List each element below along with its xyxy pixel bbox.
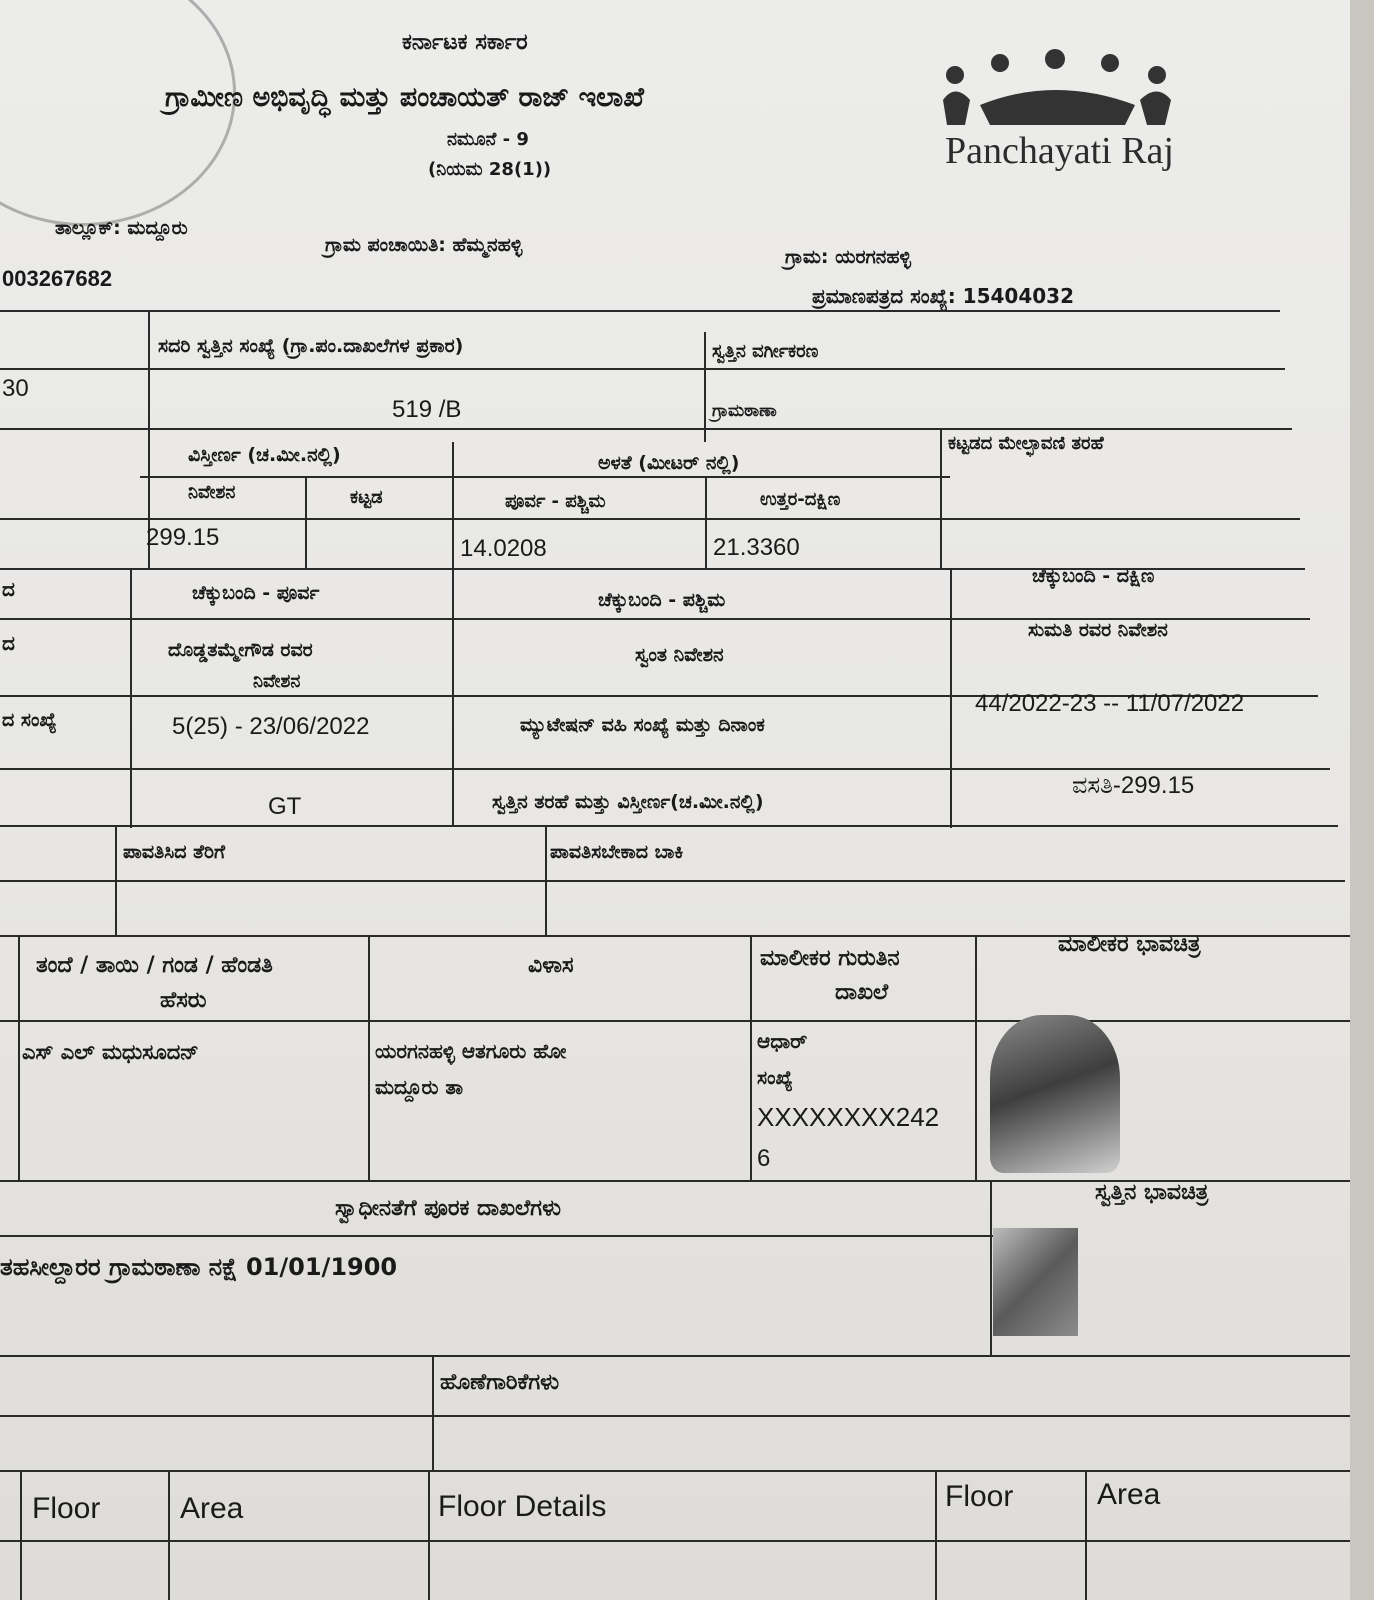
building-label: ಕಟ್ಟಡ [350, 487, 383, 508]
possession-docs-label: ಸ್ವಾಧೀನತೆಗೆ ಪೂರಕ ದಾಖಲೆಗಳು [335, 1196, 562, 1221]
site-area: 299.15 [146, 524, 220, 551]
owner-photo-label: ಮಾಲೀಕರ ಭಾವಚಿತ್ರ [1058, 932, 1201, 957]
id-number-2: 6 [757, 1145, 771, 1172]
certificate-number: ಪ್ರಮಾಣಪತ್ರದ ಸಂಖ್ಯೆ: 15404032 [812, 284, 1074, 308]
page-edge [1350, 0, 1374, 1600]
panchayati-raj-logo-icon [935, 45, 1185, 135]
boundary-west-label: ಚೆಕ್ಕುಬಂದಿ - ಪಶ್ಚಿಮ [598, 589, 726, 611]
id-number-1: XXXXXXXX242 [757, 1102, 940, 1132]
order-number: 5(25) - 23/06/2022 [172, 713, 370, 740]
id-type-2: ಸಂಖ್ಯೆ [757, 1067, 793, 1089]
mutation-value: 44/2022-23 -- 11/07/2022 [975, 690, 1245, 717]
address-label: ವಿಳಾಸ [528, 953, 574, 978]
taluk: ತಾಲ್ಲೂಕ್: ಮದ್ದೂರು [55, 217, 188, 239]
boundary-south-value: ಸುಮತಿ ರವರ ನಿವೇಶನ [1028, 619, 1168, 641]
property-number: 519 /B [392, 396, 462, 423]
father-name-label-1: ತಂದೆ / ತಾಯಿ / ಗಂಡ / ಹೆಂಡತಿ [36, 953, 273, 978]
logo-text: Panchayati Raj [945, 130, 1174, 172]
site-label: ನಿವೇಶನ [188, 482, 236, 503]
left-fragment-1: 30 [2, 375, 29, 402]
property-number-label: ಸದರಿ ಸ್ವತ್ತಿನ ಸಂಖ್ಯೆ (ಗ್ರಾ.ಪಂ.ದಾಖಲೆಗಳ ಪ್ರಕಾರ) [158, 335, 464, 357]
north-south-label: ಉತ್ತರ-ದಕ್ಷಿಣ [760, 489, 841, 510]
id-type-1: ಆಧಾರ್ [757, 1029, 808, 1053]
type-area-value: ವಸತಿ-299.15 [1072, 772, 1195, 799]
area-header-1: Area [180, 1492, 244, 1525]
boundary-east-line1: ದೊಡ್ಡತಮ್ಮೇಗೌಡ ರವರ [168, 639, 313, 661]
village: ಗ್ರಾಮ: ಯರಗನಹಳ್ಳಿ [785, 246, 912, 268]
east-west-label: ಪೂರ್ವ - ಪಶ್ಚಿಮ [505, 491, 606, 512]
mutation-label: ಮ್ಯುಟೇಷನ್ ವಹಿ ಸಂಖ್ಯೆ ಮತ್ತು ದಿನಾಂಕ [520, 714, 765, 736]
north-south-value: 21.3360 [713, 534, 800, 561]
address-line-2: ಮದ್ದೂರು ತಾ [375, 1075, 464, 1099]
roof-type-label: ಕಟ್ಟಡದ ಮೇಲ್ಛಾವಣಿ ತರಹೆ [948, 433, 1104, 454]
owner-photo [990, 1015, 1120, 1173]
boundary-east-label: ಚೆಕ್ಕುಬಂದಿ - ಪೂರ್ವ [192, 582, 320, 604]
dimension-label: ಅಳತೆ (ಮೀಟರ್ ನಲ್ಲಿ) [598, 452, 740, 474]
classification-value: ಗ್ರಾಮಠಾಣಾ [712, 401, 777, 421]
boundary-east-line2: ನಿವೇಶನ [253, 671, 301, 692]
left-fragment-2: ದ [2, 577, 15, 601]
property-id: 003267682 [2, 266, 113, 291]
boundary-south-label: ಚೆಕ್ಕುಬಂದಿ - ದಕ್ಷಿಣ [1032, 565, 1155, 587]
property-photo-label: ಸ್ವತ್ತಿನ ಭಾವಚಿತ್ರ [1095, 1180, 1209, 1205]
tax-due-label: ಪಾವತಿಸಬೇಕಾದ ಬಾಕಿ [550, 841, 684, 863]
floor-header-1: Floor [32, 1492, 101, 1525]
gram-panchayat: ಗ್ರಾಮ ಪಂಚಾಯಿತಿ: ಹೆಮ್ಮನಹಳ್ಳಿ [325, 234, 523, 256]
floor-details-header: Floor Details [438, 1490, 607, 1523]
floor-header-2: Floor [945, 1480, 1014, 1513]
left-fragment-3: ದ [2, 631, 15, 655]
rule-number: (ನಿಯಮ 28(1)) [428, 159, 552, 180]
address-line-1: ಯರಗನಹಳ್ಳಿ ಆತಗೂರು ಹೋ [375, 1039, 567, 1063]
extent-label: ವಿಸ್ತೀರ್ಣ (ಚ.ಮೀ.ನಲ್ಲಿ) [188, 444, 341, 466]
owner-id-label-1: ಮಾಲೀಕರ ಗುರುತಿನ [760, 946, 900, 971]
gt-value: GT [268, 793, 302, 820]
department-title: ಗ್ರಾಮೀಣ ಅಭಿವೃದ್ಧಿ ಮತ್ತು ಪಂಚಾಯತ್ ರಾಜ್ ಇಲಾಖೆ [165, 82, 644, 113]
father-name-value: ಎಸ್ ಎಲ್ ಮಧುಸೂದನ್ [22, 1040, 199, 1064]
east-west-value: 14.0208 [460, 535, 547, 562]
father-name-label-2: ಹೆಸರು [160, 988, 207, 1013]
owner-id-label-2: ದಾಖಲೆ [835, 980, 889, 1005]
type-area-label: ಸ್ವತ್ತಿನ ತರಹೆ ಮತ್ತು ವಿಸ್ತೀರ್ಣ(ಚ.ಮೀ.ನಲ್ಲಿ) [492, 791, 764, 813]
boundary-west-value: ಸ್ವಂತ ನಿವೇಶನ [635, 644, 724, 666]
left-fragment-4: ದ ಸಂಖ್ಯೆ [2, 709, 57, 731]
govt-title: ಕರ್ನಾಟಕ ಸರ್ಕಾರ [402, 30, 528, 55]
area-header-2: Area [1097, 1478, 1161, 1511]
tax-paid-label: ಪಾವತಿಸಿದ ತೆರಿಗೆ [123, 841, 226, 863]
property-photo [993, 1228, 1078, 1336]
form-number: ನಮೂನೆ - 9 [447, 129, 529, 150]
liabilities-label: ಹೊಣೆಗಾರಿಕೆಗಳು [440, 1370, 560, 1395]
possession-doc-entry: ತಹಸೀಲ್ದಾರರ ಗ್ರಾಮಠಾಣಾ ನಕ್ಷೆ 01/01/1900 [0, 1253, 398, 1281]
classification-label: ಸ್ವತ್ತಿನ ವರ್ಗೀಕರಣ [712, 341, 819, 362]
